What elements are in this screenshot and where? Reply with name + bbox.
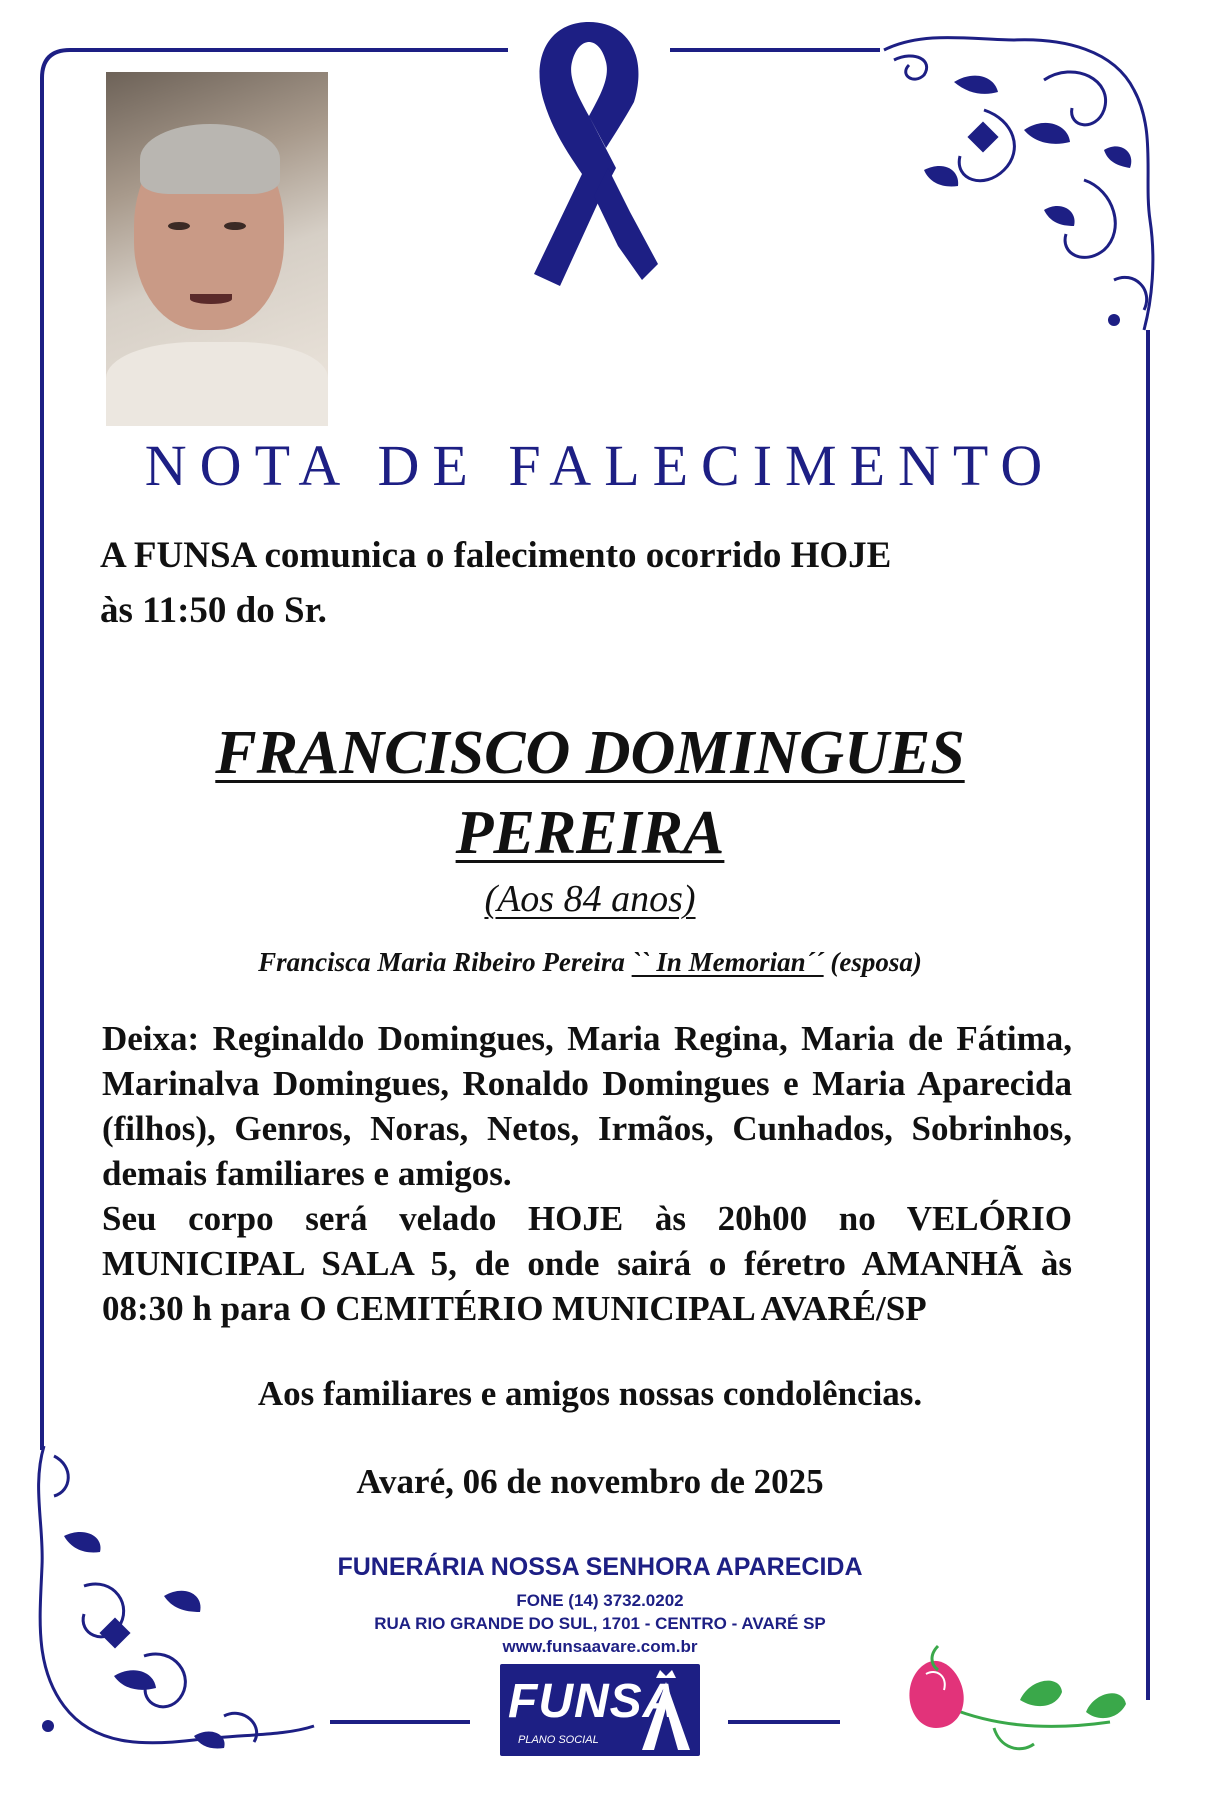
intro-text [100,528,1080,638]
notice-date: Avaré, 06 de novembro de 2025 [356,1462,824,1501]
spouse-name: Francisca Maria Ribeiro Pereira [258,947,625,977]
funeral-info-text: Seu corpo será velado HOJE às 20h00 no VELÓRIO MUNICIPAL SALA 5, de onde sairá o féretro AMANHÃ às 08:30 h para O CEMITÉRIO MUNICIPAL AVARÉ/SP [102,1199,1072,1328]
condolences-text: Aos familiares e amigos nossas condolências. [257,1374,923,1413]
deceased-photo [106,72,328,426]
spouse-relation: (esposa) [830,947,922,977]
funeral-home-address: RUA RIO GRANDE DO SUL, 1701 - CENTRO - AVARÉ SP [374,1614,826,1633]
survivors-text: Deixa: Reginaldo Domingues, Maria Regina, Maria de Fátima, Marinalva Domingues, Ronaldo Domingues e Maria Aparecida (filhos), Genros, Noras, Netos, Irmãos, Cunhados, Sobrinhos, demais familiares e amigos. [102,1019,1072,1193]
logo-subtitle: PLANO SOCIAL [518,1734,599,1746]
awareness-ribbon-icon [520,16,658,286]
deceased-age: (Aos 84 anos) [484,878,696,920]
spouse-memorial: `` In Memorian´´ [631,947,824,977]
funeral-home-name: FUNERÁRIA NOSSA SENHORA APARECIDA [337,1553,863,1581]
deceased-name-line-1: FRANCISCO DOMINGUES [215,719,965,787]
floral-ornament-icon [864,20,1174,350]
funeral-home-website: www.funsaavare.com.br [502,1637,698,1656]
notice-body [102,1016,1072,1331]
spouse-line [100,947,1080,978]
intro-line-1: A FUNSA comunica o falecimento ocorrido HOJE [100,535,892,576]
rose-icon [890,1628,1130,1768]
deceased-name-line-2: PEREIRA [455,799,725,867]
funeral-home-phone: FONE (14) 3732.0202 [516,1591,684,1610]
logo-text: FUNSA [508,1675,679,1728]
notice-title: NOTA DE FALECIMENTO [144,433,1056,498]
intro-line-2: às 11:50 do Sr. [100,590,327,631]
